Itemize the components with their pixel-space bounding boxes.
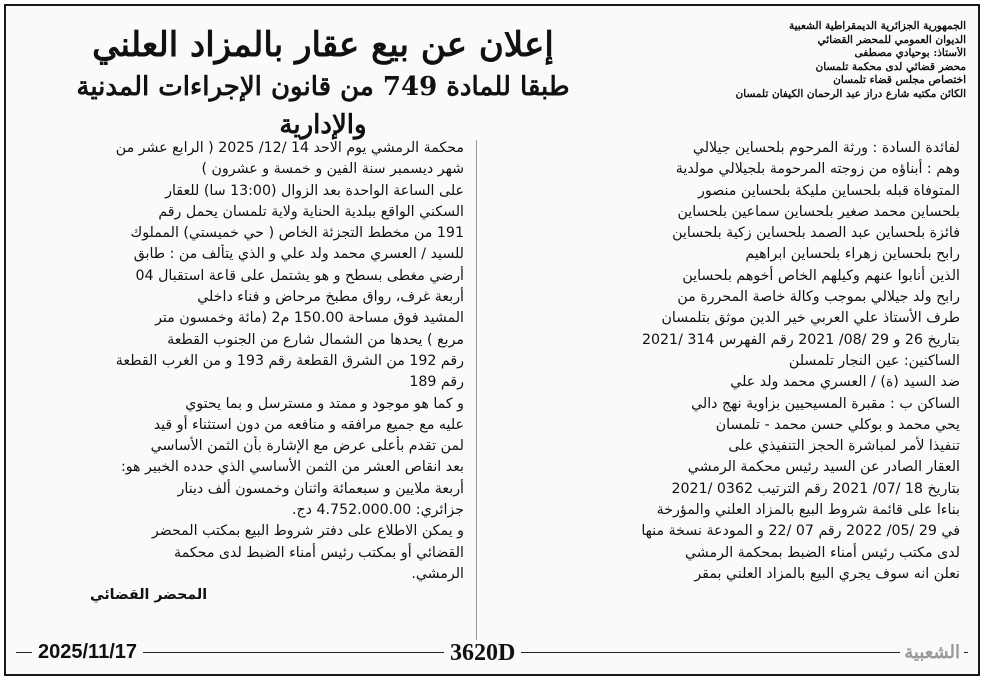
text-line: بلحساين محمد صغير بلحساين سماعين بلحساين [677,203,960,220]
text-line: جزائري: 4.752.000.00 دج. [292,502,464,519]
text-line: المتوفاة قبله بلحساين مليكة بلحساين منصور [698,182,960,199]
text-line: أربعة غرف، رواق مطبخ مرحاض و فناء داخلي [197,289,464,306]
page-title: إعلان عن بيع عقار بالمزاد العلني [92,25,554,65]
page-subtitle: طبقا للمادة 749 من قانون الإجراءات المدنية والإدارية [76,72,570,140]
text-line: و كما هو موجود و ممتد و مسترسل و بما يحتوي [185,395,464,412]
text-line: لفائدة السادة : ورثة المرحوم بلحساين جيلالي [692,140,960,156]
newspaper-logo: الشعبية [900,642,964,663]
text-line: القضائي أو بمكتب رئيس أمناء الضبط لدى محكمة [174,544,464,561]
text-line: أربعة ملايين و سبعمائة واثنان وخمسون ألف دينار [177,480,464,497]
text-line: شهر ديسمبر سنة الفين و خمسة و عشرون ) [201,161,464,178]
footer [6,638,978,668]
text-line: فائزة بلحساين عبد الصمد بلحساين زكية بلحساين [672,225,960,242]
text-line: العقار الصادر عن السيد رئيس محكمة الرمشي [687,459,960,476]
issuer-line: محضر قضائي لدى محكمة تلمسان [815,60,966,73]
text-line: بناءا على قائمة شروط البيع بالمزاد العلني والمؤرخة [656,502,960,519]
text-line: الساكن ب : مقبرة المسيحيين بزاوية نهج دالي [691,395,960,412]
text-line: مربع ) يحدها من الشمال شارع من الجنوب القطعة [167,331,464,348]
text-line: رابح بلحساين زهراء بلحساين ابراهيم [745,246,960,263]
text-line: للسيد / العسري محمد ولد علي و الذي يتألف من : طابق [133,246,464,263]
left-column [20,138,464,628]
text-line: لمن تقدم بأعلى عرض مع الإشارة بأن الثمن الأساسي [150,438,464,455]
text-line: في 29 /05/ 2022 رقم 07 /22 و المودعة نسخة منها [641,523,960,540]
text-line: يحي محمد و بوكلي حسن محمد - تلمسان [715,416,960,433]
issuer-line: الجمهورية الجزائرية الديمقراطية الشعبية [788,20,966,32]
text-line: بتاريخ 26 و 29 /08/ 2021 رقم الفهرس 314 /2021 [641,331,960,348]
text-line: بعد انقاص العشر من الثمن الأساسي الذي حدده الخبير هو: [120,459,464,476]
text-line: الرمشي. [411,565,464,582]
text-line: على الساعة الواحدة بعد الزوال (13:00 سا) للعقار [165,182,464,199]
header [6,14,978,140]
text-line: و يمكن الاطلاع على دفتر شروط البيع بمكتب المحضر [151,523,464,540]
text-line: 191 من مخطط التجزئة الخاص ( حي خميستي) المملوك [130,225,464,242]
text-line: الساكنين: عين النجار تلمسلن [788,352,960,369]
text-line: نعلن انه سوف يجري البيع بالمزاد العلني بمقر [694,565,960,582]
text-line: ضد السيد (ة) / العسري محمد ولد علي [730,374,960,391]
text-line: السكني الواقع ببلدية الحناية ولاية تلمسان يحمل رقم [158,203,464,220]
text-line: بتاريخ 18 /07/ 2021 رقم الترتيب 0362 /2021 [671,480,960,497]
issuer-line: الكائن مكتبه شارع دراز عبد الرحمان الكيفان تلمسان [735,87,966,100]
right-column [502,138,960,628]
text-line: رابح ولد جيلالي بموجب وكالة خاصة المحررة من [677,289,960,306]
text-line: رقم 192 من الشرق القطعة رقم 193 و من الغرب القطعة [115,352,464,369]
text-line: طرف الأستاذ علي العربي خير الدين موثق بتلمسان [661,310,960,327]
text-line: عليه مع جميع مرافقه و منافعه من دون استثناء أو قيد [153,416,464,433]
publication-date: 2025/11/17 [32,641,143,664]
text-line: وهم : أبناؤه من زوجته المرحومة بلجيلالي مولدية [675,161,960,178]
text-line: تنفيذا لأمر لمباشرة الحجز التنفيذي على [728,438,960,455]
text-line: محكمة الرمشي يوم الاحد 14 /12/ 2025 ( الرابع عشر من [115,140,464,156]
issuer-line: اختصاص مجلس قضاء تلمسان [833,74,966,86]
title-block [30,22,616,144]
signer-title: المحضر القضائي [90,587,208,604]
ad-code: 3620D [444,640,521,667]
text-line: رقم 189 [409,374,464,391]
text-line: لدى مكتب رئيس أمناء الضبط بمحكمة الرمشي [684,544,960,561]
text-line: أرضي مغطى بسطح و هو يشتمل على قاعة استقبال 04 [135,267,464,284]
announcement-page [4,4,980,676]
issuer-line: الأستاذ: بوحيادي مصطفى [854,47,966,59]
issuer-block [636,20,966,101]
issuer-line: الديوان العمومي للمحضر القضائي [817,33,966,46]
column-divider [476,140,477,640]
text-line: الذين أنابوا عنهم وكيلهم الخاص أخوهم بلحساين [682,267,960,284]
text-line: المشيد فوق مساحة 150.00 م2 (مائة وخمسون متر [155,310,464,327]
